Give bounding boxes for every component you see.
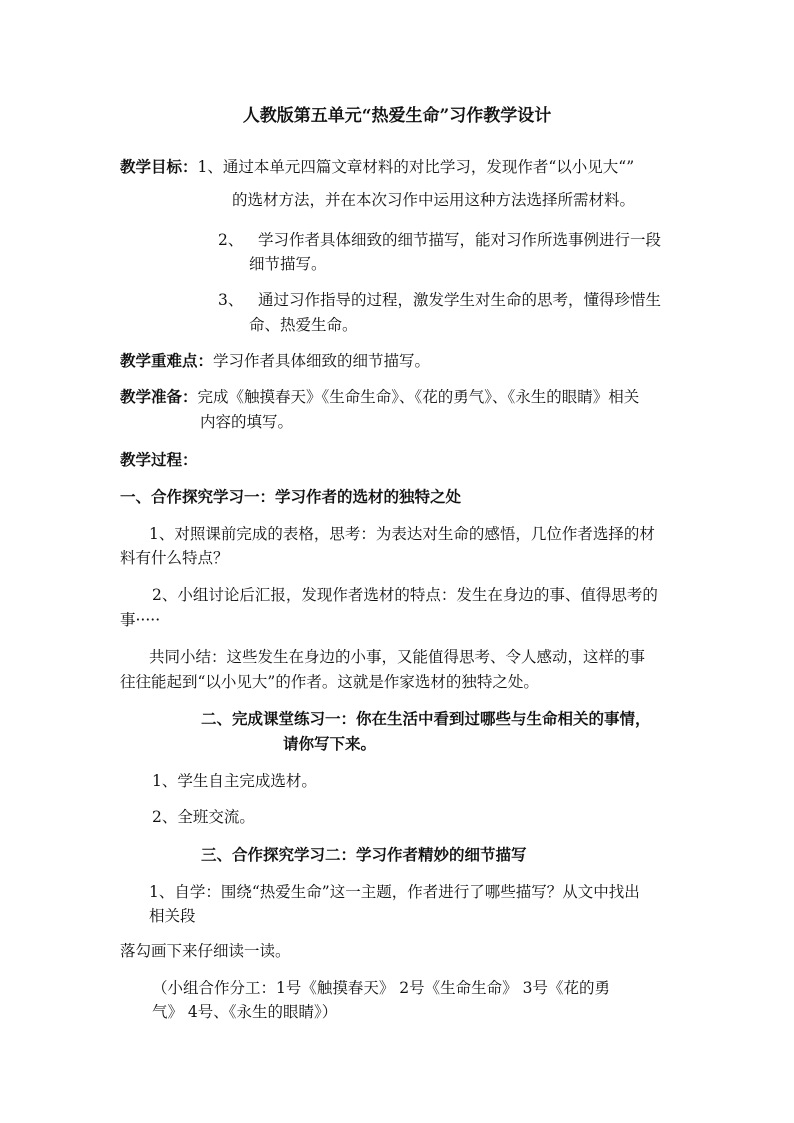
preparation-label: 教学准备：	[120, 387, 198, 406]
objectives-label: 教学目标：	[120, 157, 198, 176]
difficulty-line	[120, 351, 430, 371]
preparation-text: 完成《触摸春天》《生命生命》、《花的勇气》、《永生的眼睛》相关	[197, 388, 640, 406]
section-1-paragraph-2-continuation: 事·····	[120, 611, 161, 629]
section-2-heading-continuation: 请你写下来。	[283, 734, 377, 753]
document-title: 人教版第五单元“热爱生命”习作教学设计	[242, 106, 552, 126]
objective-3-line	[218, 290, 661, 310]
objective-1-text: 1、通过本单元四篇文章材料的对比学习，发现作者“以小见大“”	[197, 158, 635, 176]
objective-2-line	[218, 230, 661, 250]
preparation-line	[120, 387, 639, 407]
preparation-continuation: 内容的填写。	[200, 413, 294, 431]
objective-3-number: 3、	[218, 291, 244, 309]
section-3-group-division: （小组合作分工：1号《触摸春天》 2号《生命生命》 3号《花的勇	[152, 979, 610, 997]
objective-2-number: 2、	[218, 231, 244, 249]
section-3-paragraph-1: 1、自学：围绕“热爱生命”这一主题，作者进行了哪些描写？从文中找出	[149, 883, 640, 901]
section-1-heading: 一、合作探究学习一：学习作者的选材的独特之处	[120, 487, 462, 506]
section-2-item-2: 2、全班交流。	[152, 808, 255, 826]
section-3-group-division-continuation: 气》 4号、《永生的眼睛》）	[152, 1003, 338, 1021]
section-3-paragraph-2: 落勾画下来仔细读一读。	[120, 942, 291, 960]
difficulty-text: 学习作者具体细致的细节描写。	[213, 352, 431, 370]
section-2-heading: 二、完成课堂练习一：你在生活中看到过哪些与生命相关的事情，	[201, 709, 651, 728]
section-1-summary-continuation: 往往能起到“以小见大”的作者。这就是作家选材的独特之处。	[120, 673, 539, 691]
objective-2-continuation: 细节描写。	[249, 255, 327, 273]
difficulty-label: 教学重难点：	[120, 351, 214, 370]
process-label: 教学过程：	[120, 450, 198, 469]
objectives-line	[120, 157, 634, 177]
objective-1-continuation: 的选材方法，并在本次习作中运用这种方法选择所需材料。	[232, 191, 636, 209]
section-1-summary: 共同小结：这些发生在身边的小事，又能值得思考、令人感动，这样的事	[149, 648, 646, 666]
section-1-paragraph-2: 2、小组讨论后汇报，发现作者选材的特点：发生在身边的事、值得思考的	[152, 586, 658, 604]
section-1-paragraph-1: 1、对照课前完成的表格，思考：为表达对生命的感悟，几位作者选择的材	[149, 525, 655, 543]
objective-2-text: 学习作者具体细致的细节描写，能对习作所选事例进行一段	[258, 231, 662, 249]
objective-3-continuation: 命、热爱生命。	[249, 316, 358, 334]
section-3-paragraph-1-continuation: 相关段	[149, 907, 196, 925]
section-3-heading: 三、合作探究学习二：学习作者精妙的细节描写	[201, 845, 527, 864]
objective-3-text: 通过习作指导的过程，激发学生对生命的思考，懂得珍惜生	[258, 291, 662, 309]
section-2-item-1: 1、学生自主完成选材。	[152, 772, 317, 790]
section-1-paragraph-1-continuation: 料有什么特点？	[120, 549, 229, 567]
